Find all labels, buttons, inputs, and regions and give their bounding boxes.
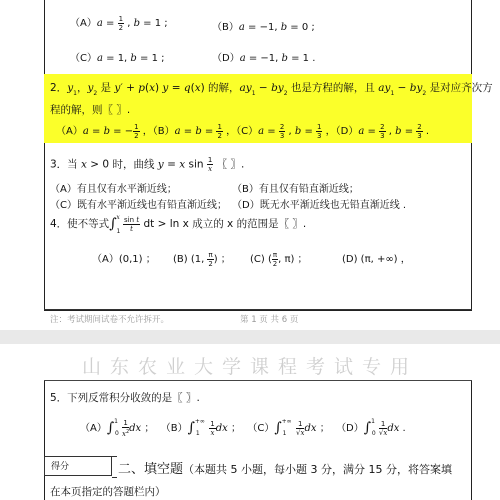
q1-option-c: （C）a = 1, b = 1 ; xyxy=(70,53,165,64)
footer-page-number: 第 1 页 共 6 页 xyxy=(240,315,299,325)
section2-title: 二、填空题 xyxy=(118,462,184,477)
q4-option-d: (D) (π, +∞) ， xyxy=(342,254,411,265)
q5-option-b-label: （B） xyxy=(160,423,188,434)
q4-option-b: (B) (1, $\frac{\pi}{2}$ ) ； xyxy=(173,250,231,268)
q4-stem-after: dt > ln x 成立的 x 的范围是〖 〗. xyxy=(143,218,307,230)
q2-stem-line2: 程的解，则〖 〗. xyxy=(50,104,131,116)
q5-stem: 5．下列反常积分收敛的是〖 〗. xyxy=(50,392,200,404)
score-box-blank xyxy=(112,456,117,478)
page-gap xyxy=(0,330,500,344)
q5-option-a-label: （A） xyxy=(80,423,107,434)
q4-option-c: (C) ( $\frac{\pi}{2}$ , π) ； xyxy=(250,250,308,268)
q2-stem: 2．$y_1$，$y_2$ 是 y′ + p(x) y = q(x) 的解，$ay_1 - by_2$ 也是方程的解，且 $ay_1 - by_2$ 是对应齐次方 xyxy=(50,82,493,97)
q1-option-b: （B）a = −1, b = 0 ; xyxy=(212,22,315,33)
q4-stem-before: 4．使不等式 xyxy=(50,218,110,230)
q3-stem: 3．当 x > 0 时，曲线 y = x sin $\frac{1}{x}$ 〖 〗. xyxy=(50,156,245,173)
q5-option-c-label: （C） xyxy=(247,423,275,434)
q3-option-a: （A）有且仅有水平渐近线； xyxy=(50,184,177,195)
q2-options: （A）a = b = − $\frac{1}{2}$ ，（B）a = b = $\frac{1}{2}$ ，（C）a = $\frac{2}{3}$ , b = $\frac{1}{3}$ ，（D）a = $\frac{2}{3}$ , b = $\frac{2}{3}$ . xyxy=(56,122,430,140)
score-box: 得分 xyxy=(44,456,112,476)
q3-option-d: （D）既无水平渐近线也无铅直渐近线 . xyxy=(232,200,407,211)
q1-option-a: （A）a = $\frac{1}{2}$ , b = 1 ; xyxy=(70,14,168,32)
q1-option-d: （D）a = −1, b = 1 . xyxy=(212,53,316,64)
section2-desc-line2: 在本页指定的答题栏内） xyxy=(50,486,166,498)
footer-note: 注：考试期间试卷不允许拆开。 xyxy=(50,315,170,325)
footer-rule xyxy=(44,309,472,310)
q4-stem: 4．使不等式$\int_1^x$ $\frac{\text{sin t}}{t}$ dt > ln x 成立的 x 的范围是〖 〗. xyxy=(50,214,307,235)
q3-option-b: （B）有且仅有铅直渐近线； xyxy=(232,184,359,195)
q3-option-c: （C）既有水平渐近线也有铅直渐近线； xyxy=(50,200,227,211)
page-header-title: 山东农业大学课程考试专用 xyxy=(81,356,418,378)
q5-options: （A）∫$^1_0$ $\frac{1}{x^2}$ dx ； $(B)\int^{+\infty}_1$ $\frac{1}{x}$ dx ； $(C)\int^{+\infty}_1$ $\frac{1}{√x}$ dx ； （D）∫$^1_0$ $\frac{1}{√x}$ dx . xyxy=(80,418,406,438)
q4-option-a: （A）(0,1) ； xyxy=(92,254,156,265)
section2-heading xyxy=(118,458,452,477)
section2-desc: （本题共 5 小题，每小题 3 分，满分 15 分，将答案填 xyxy=(183,463,452,476)
q5-option-d-label: （D） xyxy=(336,423,364,434)
